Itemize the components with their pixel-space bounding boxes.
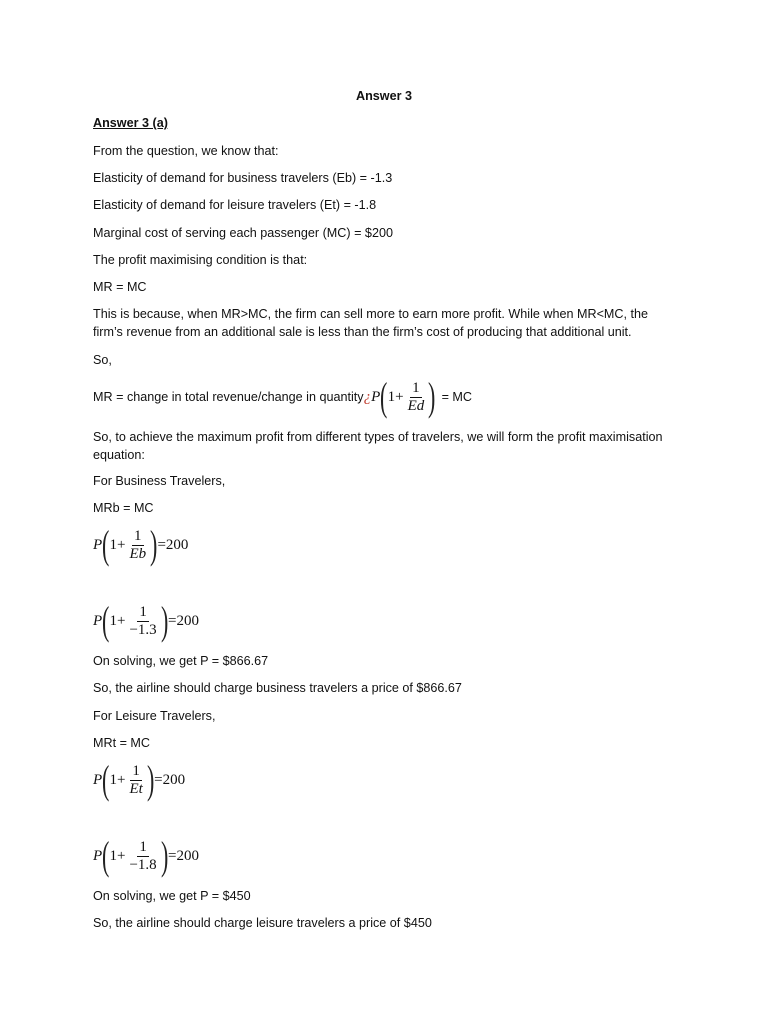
text-line: Elasticity of demand for leisure travelers (Et) = -1.8 xyxy=(93,198,377,212)
left-paren: ( xyxy=(380,374,388,419)
text-line: So, xyxy=(93,353,112,367)
mr-formula-line xyxy=(93,376,472,418)
price-symbol: P xyxy=(93,536,103,553)
left-paren: ( xyxy=(102,522,110,567)
fraction-numerator: 1 xyxy=(139,838,147,855)
text-line: So, the airline should charge business travelers a price of $866.67 xyxy=(93,681,462,695)
fraction xyxy=(406,380,427,415)
left-paren: ( xyxy=(102,598,110,643)
right-paren: ) xyxy=(428,374,436,419)
fraction-numerator: 1 xyxy=(134,527,142,544)
equation-business-numeric xyxy=(93,598,199,643)
text-line: For Leisure Travelers, xyxy=(93,709,216,723)
equals-mc: = MC xyxy=(441,390,473,404)
text-line: MRb = MC xyxy=(93,501,154,515)
one-plus: 1+ xyxy=(109,847,126,864)
one-plus: 1+ xyxy=(109,612,126,629)
fraction-numerator: 1 xyxy=(412,379,420,396)
right-paren: ) xyxy=(150,522,158,567)
price-symbol: P xyxy=(93,847,103,864)
fraction xyxy=(127,839,158,874)
text-line: MRt = MC xyxy=(93,736,151,750)
paragraph: So, to achieve the maximum profit from different types of travelers, we will form the profit maximisation equation: xyxy=(93,430,663,462)
text-line: From the question, we know that: xyxy=(93,144,279,158)
left-paren: ( xyxy=(102,833,110,878)
fraction-denominator: Ed xyxy=(407,397,425,414)
left-paren: ( xyxy=(102,757,110,802)
price-symbol: P xyxy=(371,389,381,405)
equals-200: =200 xyxy=(157,536,189,553)
price-symbol: P xyxy=(93,612,103,629)
fraction xyxy=(127,763,144,798)
fraction-numerator: 1 xyxy=(139,603,147,620)
fraction-denominator: −1.3 xyxy=(129,621,157,638)
fraction-denominator: −1.8 xyxy=(129,856,157,873)
equation-leisure-numeric xyxy=(93,833,199,878)
text-line: Elasticity of demand for business travelers (Eb) = -1.3 xyxy=(93,171,393,185)
text-line: Marginal cost of serving each passenger (MC) = $200 xyxy=(93,226,393,240)
equals-200: =200 xyxy=(168,847,199,864)
equals-200: =200 xyxy=(168,612,199,629)
text-line: On solving, we get P = $450 xyxy=(93,889,251,903)
render-error-glyph: ¿ xyxy=(363,389,372,405)
fraction xyxy=(127,528,148,563)
mr-formula-math xyxy=(371,374,436,419)
one-plus: 1+ xyxy=(387,389,404,405)
fraction-numerator: 1 xyxy=(132,762,140,779)
fraction-denominator: Eb xyxy=(129,545,147,562)
right-paren: ) xyxy=(160,833,169,878)
equation-business-general xyxy=(93,522,189,567)
fraction xyxy=(127,604,158,639)
text-line: So, the airline should charge leisure travelers a price of $450 xyxy=(93,916,432,930)
right-paren: ) xyxy=(146,757,155,802)
price-symbol: P xyxy=(93,771,103,788)
fraction-denominator: Et xyxy=(129,780,143,797)
paragraph: This is because, when MR>MC, the firm can sell more to earn more profit. While when MR<MC, the firm’s revenue from an additional sale is less than the firm’s cost of producing that additional unit. xyxy=(93,307,649,339)
text-line: For Business Travelers, xyxy=(93,474,226,488)
text-line: MR = MC xyxy=(93,280,147,294)
one-plus: 1+ xyxy=(109,771,126,788)
right-paren: ) xyxy=(160,598,169,643)
equals-200: =200 xyxy=(154,771,186,788)
page-title: Answer 3 xyxy=(356,89,412,103)
mr-formula-text: MR = change in total revenue/change in quantity xyxy=(93,390,364,404)
text-line: On solving, we get P = $866.67 xyxy=(93,654,269,668)
equation-leisure-general xyxy=(93,757,186,802)
text-line: The profit maximising condition is that: xyxy=(93,253,308,267)
one-plus: 1+ xyxy=(109,536,126,553)
section-heading: Answer 3 (a) xyxy=(93,116,168,130)
